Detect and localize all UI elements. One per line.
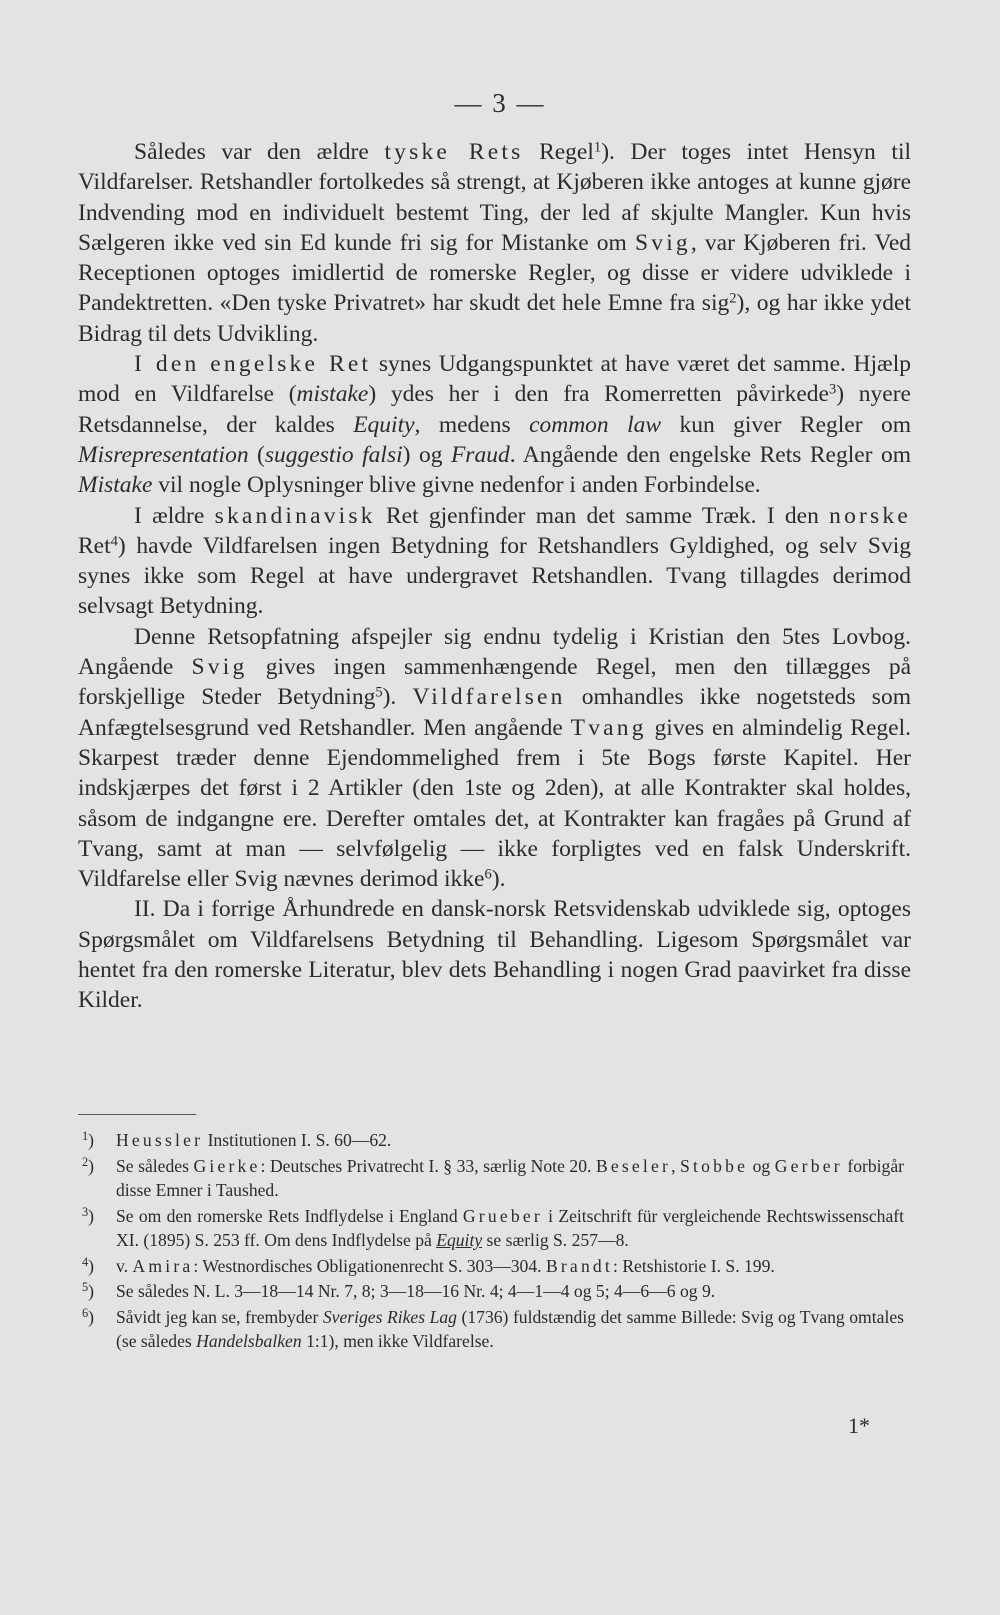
text-run: Se således [116,1155,194,1176]
spaced-emphasis: Beseler [595,1155,672,1176]
italic-term: Fraud [450,441,510,468]
text-run: 1:1), men ikke Vildfarelse. [301,1331,494,1351]
footnote [82,1204,904,1253]
page-number: — 3 — [454,88,546,118]
footnote-reference: 1 [593,139,602,156]
spaced-emphasis: Stobbe [680,1155,749,1176]
spaced-emphasis: tyske Rets [384,139,524,165]
italic-term: common law [529,411,662,438]
spaced-emphasis: Gerber [774,1155,843,1176]
italic-term: mistake [296,381,369,408]
text-run: : Deutsches Privatrecht I. § 33, særlig Note 20. [260,1155,596,1176]
italic-term: Sveriges Rikes Lag [322,1306,457,1327]
footnote-number: 5 [82,1279,89,1294]
body-paragraph [78,137,911,349]
text-run: forbigår disse Emner i Taushed. [116,1155,905,1200]
spaced-emphasis: Amira [132,1255,194,1276]
text-run: se særlig S. 257—8. [482,1230,629,1250]
footnote-text [116,1204,904,1253]
footnote-marker: $^3$) [82,1204,95,1226]
footnote [82,1154,904,1203]
text-run: ) nyere Retsdannelse, der kaldes [78,381,911,438]
footnote-marker: $^5$) [82,1279,95,1301]
text-run: , [671,1155,681,1176]
printer-signature-mark: 1* [848,1413,870,1438]
spaced-emphasis: norske [829,502,911,529]
spaced-emphasis: Svig [634,229,691,256]
spaced-emphasis: Grueber [462,1205,543,1226]
footnote [82,1128,904,1153]
footnote-reference: 4 [110,533,118,550]
text-run: , medens [414,411,530,438]
footnote-text [116,1254,904,1279]
spaced-emphasis: I den engelske Ret [134,351,372,378]
footnote-divider [78,1114,196,1115]
italic-term: Equity [436,1230,483,1250]
text-run: Institutionen I. S. 60—62. [203,1130,392,1150]
footnote-marker: $^6$) [82,1305,95,1327]
text-run: : Westnordisches Obligationenrecht S. 303—304. [193,1255,546,1276]
spaced-emphasis: Tvang [570,714,647,741]
footnote-number: 3 [82,1204,89,1219]
footnote-reference: 2 [729,291,737,308]
text-run: ) og [402,441,451,468]
text-run: Denne Retsopfatning afspejler sig endnu tydelig i Kristian den 5tes Lovbog. Angående [78,623,911,681]
text-run: vil nogle Oplysninger blive givne nedenfor i anden Forbindelse. [152,472,761,499]
footnote-marker: $^1$) [82,1128,95,1150]
body-text [78,137,911,1016]
text-run: og [748,1155,775,1176]
text-run: Således var den ældre [134,139,385,165]
body-paragraph [78,622,911,895]
footnote-number: 6 [82,1305,89,1320]
text-run: ( [248,441,265,468]
spaced-emphasis: Vildfarelsen [412,684,566,711]
footnote [82,1254,904,1279]
text-run: ) ydes her i den fra Romerretten påvirkede [368,381,829,408]
text-run: gives en almindelig Regel. Skarpest træder denne Ejendommelighed frem i 5te Bogs første Kapitel. Her indskjærpes det først i 2 Artikler (den 1ste og 2den), at alle Kontrakter skal holdes, såsom de indgangne ere. Derefter omtales det, at Kontrakter kan fragåes på Grund af Tvang, samt at man — selvfølgelig — ikke forpligtes ved en falsk Underskrift. Vildfarelse eller Svig nævnes derimod ikke [78,714,911,893]
footnote [82,1305,904,1354]
spaced-emphasis: Brandt [545,1255,614,1276]
footnote-reference: 5 [375,685,383,702]
text-run: i Zeitschrift für vergleichende Rechtswissenschaft XI. (1895) S. 253 ff. Om dens Indflydelse på [116,1205,904,1250]
footnote-number: 4 [82,1254,89,1269]
text-run: omhandles ikke nogetsteds som Anfægtelsesgrund ved Retshandler. Men angående [78,684,911,741]
footnote-number: 2 [82,1154,89,1169]
italic-term: suggestio falsi [264,441,403,468]
text-run: Se således N. L. 3—18—14 Nr. 7, 8; 3—18—16 Nr. 4; 4—1—4 og 5; 4—6—6 og 9. [116,1281,716,1301]
text-run: ) havde Vildfarelsen ingen Betydning for Retshandlers Gyldighed, og selv Svig synes ikke som Regel at have undergravet Retshandlen. Tvang tillagdes derimod selvsagt Betydning. [78,532,911,620]
footnote-marker: $^2$) [82,1154,95,1176]
text-run: v. [116,1255,133,1276]
spaced-emphasis: skandinavisk [214,502,376,529]
body-paragraph [78,501,911,622]
text-run: Såvidt jeg kan se, frembyder [116,1306,323,1327]
footnote-text [116,1279,904,1304]
text-run: ). [382,684,413,711]
italic-term: Mistake [78,472,153,499]
text-run: Se om den romerske Rets Indflydelse i England [116,1205,463,1226]
italic-term: Equity [353,411,415,438]
footnote-reference: 6 [484,866,492,883]
text-run: Regel [523,139,594,165]
footnote-text [116,1154,904,1203]
text-run: , var Kjøberen fri. Ved Receptionen optoges imidlertid de romerske Regler, og disse er videre udviklede i Pandektretten. «Den tyske Privatret» har skudt det hele Emne fra sig [78,229,911,317]
italic-term: Misrepresentation [78,441,249,468]
text-run: II. Da i forrige Århundrede en dansk-norsk Retsvidenskab udviklede sig, optoges Spørgsmålet om Vildfarelsens Betydning til Behandling. Ligesom Spørgsmålet var hentet fra den romerske Literatur, blev dets Behandling i nogen Grad paavirket fra disse Kilder. [78,896,911,1014]
spaced-emphasis: Gierke [193,1155,261,1176]
footnote-number: 1 [82,1128,89,1143]
text-run: kun giver Regler om [661,411,911,438]
text-run: Ret gjenfinder man det samme Træk. I den [375,502,830,529]
spaced-emphasis: Svig [191,654,248,681]
footnote [82,1279,904,1304]
text-run: . Angående den engelske Rets Regler om [509,441,912,468]
text-run: ), og har ikke ydet Bidrag til dets Udvikling. [78,290,911,347]
body-paragraph [78,349,911,500]
text-run: I ældre [134,502,215,529]
text-run: Ret [78,532,111,559]
body-paragraph [78,894,911,1015]
footnote-reference: 3 [828,382,837,399]
text-run: (1736) fuldstændig det samme Billede: Svig og Tvang omtales (se således [116,1306,904,1351]
footnote-marker: $^4$) [82,1254,95,1276]
footnotes [82,1128,904,1355]
text-run: gives ingen sammenhængende Regel, men den tillægges på forskjellige Steder Betydning [78,654,912,711]
text-run: : Retshistorie I. S. 199. [613,1255,775,1276]
italic-term: Handelsbalken [196,1331,302,1351]
text-run: synes Udgangspunktet at have været det samme. Hjælp mod en Vildfarelse ( [78,351,911,408]
footnote-text [116,1305,904,1354]
spaced-emphasis: Heussler [116,1130,204,1150]
footnote-text [116,1128,904,1153]
text-run: ). Der toges intet Hensyn til Vildfarelser. Retshandler fortolkedes så strengt, at Kjøberen ikke antoges at kunne gjøre Indvending mod en individuelt bestemt Ting, der led af skjulte Mangler. Kun hvis Sælgeren ikke ved sin Ed kunde fri sig for Mistanke om [78,139,911,256]
text-run: ). [491,866,506,893]
